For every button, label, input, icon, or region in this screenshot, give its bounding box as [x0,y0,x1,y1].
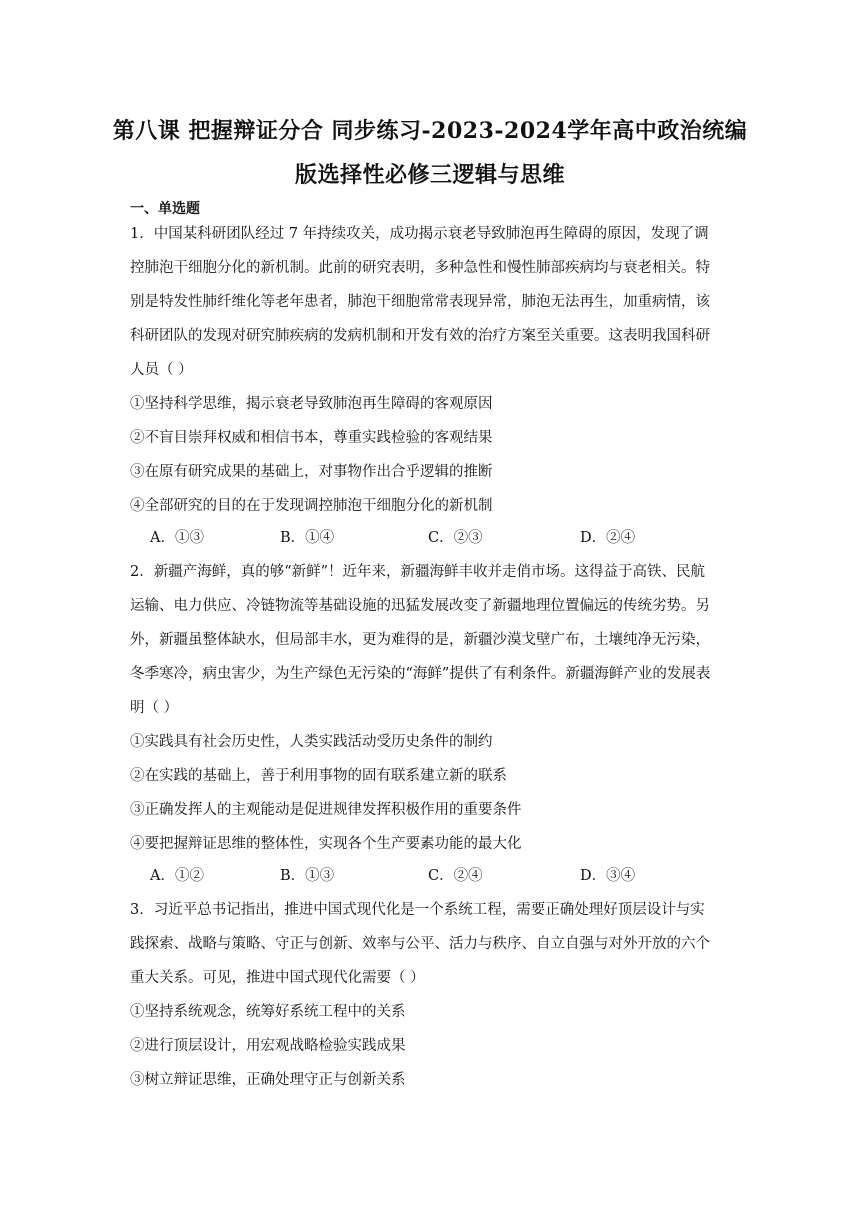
question-1-option: ②不盲目崇拜权威和相信书本，尊重实践检验的客观结果 [130,430,493,446]
question-1-stem-line: 1．中国某科研团队经过 7 年持续攻关，成功揭示衰老导致肺泡再生障碍的原因，发现了调 [130,226,709,242]
question-2-stem-line: 运输、电力供应、冷链物流等基础设施的迅猛发展改变了新疆地理位置偏远的传统劣势。另 [130,598,710,614]
choice-c: C．②④ [428,868,483,884]
question-1-option: ④全部研究的目的在于发现调控肺泡干细胞分化的新机制 [130,498,493,514]
question-2-option: ①实践具有社会历史性，人类实践活动受历史条件的制约 [130,734,493,750]
choice-a: A．①② [150,868,204,884]
question-3-option: ③树立辩证思维，正确处理守正与创新关系 [130,1072,406,1088]
choice-b: B．①④ [280,530,335,546]
question-1-option: ③在原有研究成果的基础上，对事物作出合乎逻辑的推断 [130,464,493,480]
document-title-line-1: 第八课 把握辩证分合 同步练习-2023-2024学年高中政治统编 [112,118,748,144]
question-1-stem-line: 控肺泡干细胞分化的新机制。此前的研究表明，多种急性和慢性肺部疾病均与衰老相关。特 [130,260,710,276]
document-title-line-2: 版选择性必修三逻辑与思维 [294,162,565,188]
question-2-option: ④要把握辩证思维的整体性，实现各个生产要素功能的最大化 [130,836,522,852]
question-3-stem-line: 重大关系。可见，推进中国式现代化需要（ ） [130,970,425,986]
question-2-option: ②在实践的基础上，善于利用事物的固有联系建立新的联系 [130,768,507,784]
choice-d: D．③④ [580,868,636,884]
question-2-option: ③正确发挥人的主观能动是促进规律发挥积极作用的重要条件 [130,802,522,818]
question-3-option: ①坚持系统观念，统筹好系统工程中的关系 [130,1004,406,1020]
choice-b: B．①③ [280,868,335,884]
question-2-stem-line: 明（ ） [130,700,179,716]
question-2-stem-line: 外，新疆虽整体缺水，但局部丰水，更为难得的是，新疆沙漠戈壁广布，土壤纯净无污染， [130,632,710,648]
question-1-option: ①坚持科学思维，揭示衰老导致肺泡再生障碍的客观原因 [130,396,493,412]
question-3-stem-line: 3．习近平总书记指出，推进中国式现代化是一个系统工程，需要正确处理好顶层设计与实 [130,902,705,918]
choice-c: C．②③ [428,530,483,546]
section-heading: 一、单选题 [130,201,200,217]
question-3-stem-line: 践探索、战略与策略、守正与创新、效率与公平、活力与秩序、自立自强与对外开放的六个 [130,936,710,952]
question-3-option: ②进行顶层设计，用宏观战略检验实践成果 [130,1038,406,1054]
choice-d: D．②④ [580,530,636,546]
question-2-stem-line: 2．新疆产海鲜，真的够“新鲜”！近年来，新疆海鲜丰收并走俏市场。这得益于高铁、民航 [130,564,706,580]
choice-a: A．①③ [150,530,204,546]
question-1-stem-line: 别是特发性肺纤维化等老年患者，肺泡干细胞常常表现异常，肺泡无法再生，加重病情，该 [130,294,710,310]
question-2-stem-line: 冬季寒冷，病虫害少，为生产绿色无污染的“海鲜”提供了有利条件。新疆海鲜产业的发展表 [130,666,711,682]
question-1-stem-line: 科研团队的发现对研究肺疾病的发病机制和开发有效的治疗方案至关重要。这表明我国科研 [130,328,710,344]
question-1-stem-line: 人员（ ） [130,362,193,378]
